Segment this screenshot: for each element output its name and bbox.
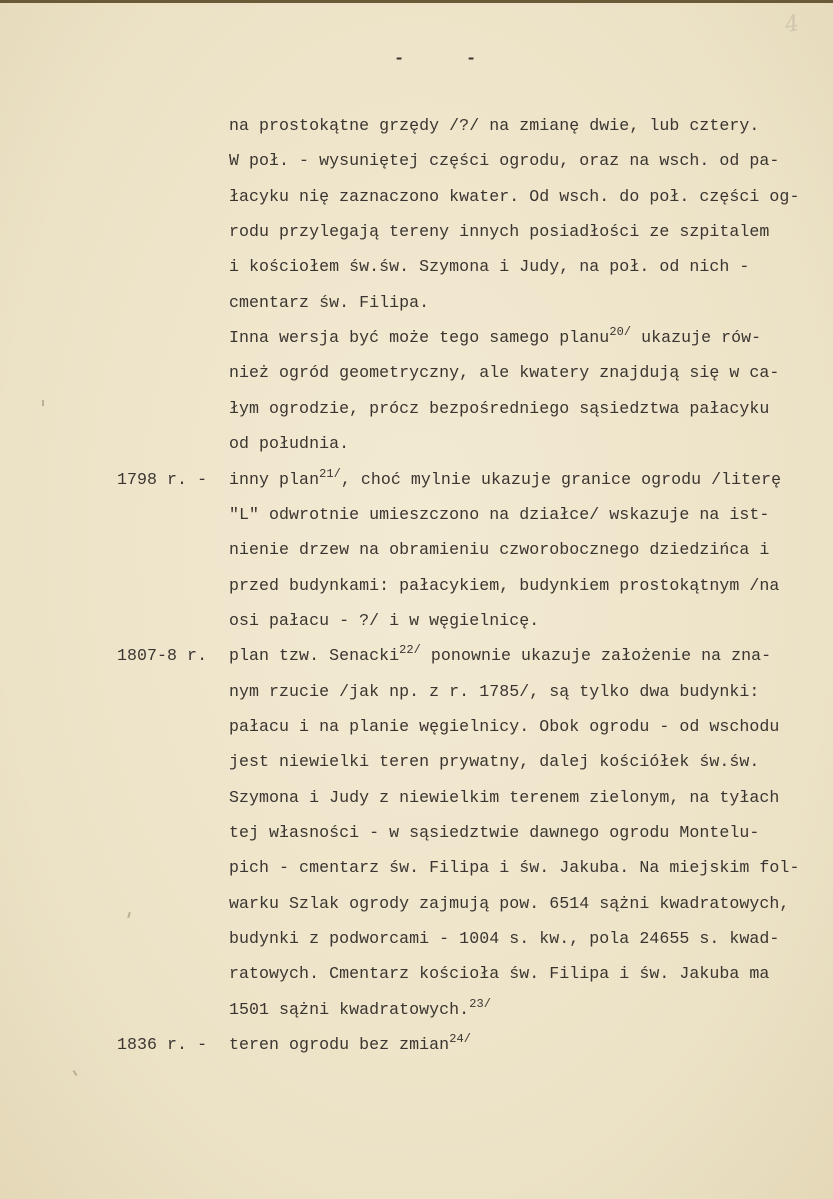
line-main-text: nym rzucie /jak np. z r. 1785/, są tylko dwa budynki:	[229, 681, 760, 701]
header-dash-right: -	[466, 50, 477, 69]
footnote-reference: 21/	[319, 466, 341, 481]
line-text	[229, 927, 779, 951]
line-continuation-text: ukazuje rów-	[631, 328, 762, 348]
date-label: 1807-8 r.	[117, 646, 208, 666]
line-text	[229, 503, 769, 527]
line-main-text: inny plan	[229, 469, 320, 489]
scan-edge	[0, 0, 833, 3]
line-text	[229, 750, 759, 774]
date-label: 1798 r. -	[117, 469, 208, 489]
line-continuation-text: , choć mylnie ukazuje granice ogrodu /literę	[340, 469, 782, 489]
line-main-text: warku Szlak ogrody zajmują pow. 6514 sążni kwadratowych,	[229, 893, 790, 913]
line-main-text: nienie drzew na obramieniu czworobocznego dziedzińca i	[229, 540, 770, 560]
line-main-text: i kościołem św.św. Szymona i Judy, na poł. od nich -	[229, 257, 750, 277]
handwritten-page-number: 4	[782, 10, 802, 39]
line-main-text: rodu przylegają tereny innych posiadłości ze szpitalem	[229, 222, 770, 242]
header-dash-left: -	[394, 50, 405, 69]
line-text	[229, 114, 759, 138]
line-main-text: cmentarz św. Filipa.	[229, 292, 430, 312]
line-text	[229, 680, 759, 704]
date-label: 1836 r. -	[117, 1035, 208, 1055]
line-main-text: osi pałacu - ?/ i w węgielnicę.	[229, 610, 540, 630]
line-main-text: pałacu i na planie węgielnicy. Obok ogrodu - od wschodu	[229, 716, 780, 736]
line-main-text: plan tzw. Senacki	[229, 646, 400, 666]
line-main-text: jest niewielki teren prywatny, dalej kościółek św.św.	[229, 752, 760, 772]
line-text	[229, 962, 769, 986]
line-main-text: budynki z podworcami - 1004 s. kw., pola 24655 s. kwad-	[229, 929, 780, 949]
line-text	[229, 291, 429, 315]
line-text	[229, 1033, 471, 1057]
line-text	[229, 715, 779, 739]
line-text	[229, 786, 779, 810]
line-main-text: nież ogród geometryczny, ale kwatery znajdują się w ca-	[229, 363, 780, 383]
line-main-text: W poł. - wysuniętej części ogrodu, oraz na wsch. od pa-	[229, 151, 780, 171]
line-text	[229, 821, 759, 845]
line-main-text: Szymona i Judy z niewielkim terenem zielonym, na tyłach	[229, 787, 780, 807]
footnote-reference: 24/	[449, 1032, 471, 1047]
line-text	[229, 856, 799, 880]
line-main-text: od południa.	[229, 434, 350, 454]
line-main-text: 1501 sążni kwadratowych.	[229, 999, 470, 1019]
line-main-text: teren ogrodu bez zmian	[229, 1035, 450, 1055]
line-main-text: łacyku nię zaznaczono kwater. Od wsch. do poł. części og-	[229, 186, 800, 206]
line-text	[229, 185, 799, 209]
footnote-reference: 23/	[469, 996, 491, 1011]
line-text	[229, 892, 789, 916]
line-text	[229, 220, 769, 244]
line-main-text: "L" odwrotnie umieszczono na działce/ wskazuje na ist-	[229, 504, 770, 524]
line-text	[229, 468, 781, 492]
line-main-text: Inna wersja być może tego samego planu	[229, 328, 610, 348]
line-text	[229, 432, 349, 456]
line-text	[229, 397, 769, 421]
line-text	[229, 998, 491, 1022]
line-text	[229, 326, 761, 350]
line-main-text: tej własności - w sąsiedztwie dawnego ogrodu Montelu-	[229, 823, 760, 842]
line-main-text: przed budynkami: pałacykiem, budynkiem prostokątnym /na	[229, 575, 780, 595]
line-text	[229, 255, 749, 279]
line-text	[229, 644, 771, 668]
line-main-text: pich - cmentarz św. Filipa i św. Jakuba. Na miejskim fol-	[229, 858, 800, 878]
line-text	[229, 149, 779, 173]
footnote-reference: 22/	[399, 643, 421, 658]
line-main-text: łym ogrodzie, prócz bezpośredniego sąsiedztwa pałacyku	[229, 398, 770, 418]
line-continuation-text: ponownie ukazuje założenie na zna-	[420, 646, 772, 666]
scan-speck	[42, 400, 44, 406]
line-text	[229, 609, 539, 633]
line-main-text: na prostokątne grzędy /?/ na zmianę dwie, lub cztery.	[229, 116, 760, 135]
line-text	[229, 361, 779, 385]
line-text	[229, 574, 779, 598]
line-text	[229, 538, 769, 562]
line-main-text: ratowych. Cmentarz kościoła św. Filipa i św. Jakuba ma	[229, 964, 770, 984]
footnote-reference: 20/	[609, 325, 632, 340]
